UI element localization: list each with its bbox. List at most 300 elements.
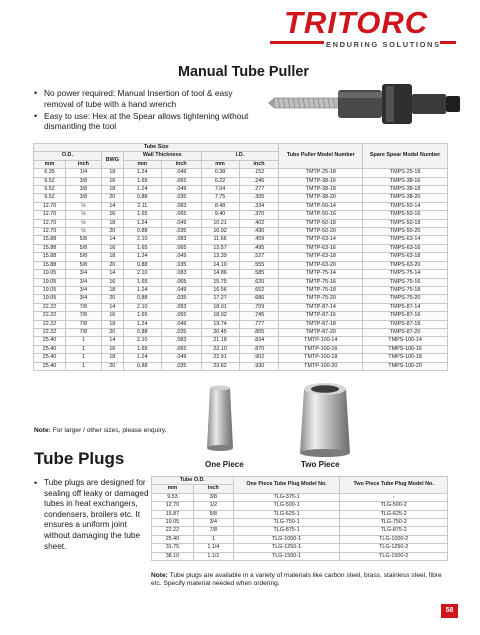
table-cell: ½ [65,219,101,227]
table-row [152,510,448,518]
table-cell: 38.10 [152,552,194,560]
tube-plug-table [151,476,448,561]
one-piece-model-header: One Piece Tube Plug Model No. [233,477,340,494]
unit-mm: mm [201,160,239,168]
table-cell: 9.40 [201,211,239,219]
table-cell: .805 [239,328,279,336]
table-row [34,236,448,244]
table-cell: TMPS-75-18 [363,286,448,294]
table-cell: 3/4 [65,278,101,286]
table-cell: .065 [161,244,201,252]
table-cell: 1.24 [123,286,161,294]
table-cell: TMPS-50-18 [363,219,448,227]
table-cell: 12.57 [201,244,239,252]
table-cell: .065 [161,278,201,286]
table-cell: .745 [239,312,279,320]
table-cell: 25.40 [152,535,194,543]
table-cell: .065 [161,177,201,185]
table-cell: 0.88 [123,295,161,303]
table-cell: .065 [161,211,201,219]
table-cell: 19.05 [34,286,66,294]
table-cell: 3/4 [65,286,101,294]
table-cell: TMPS-38-20 [363,194,448,202]
table-cell: .035 [161,194,201,202]
table-cell: .049 [161,169,201,177]
table-cell: 1.24 [123,253,161,261]
table-cell: .035 [161,295,201,303]
table-cell: 5/8 [65,236,101,244]
table-cell: 1.24 [123,354,161,362]
table-cell: 22.22 [34,320,66,328]
table-cell: 22.10 [201,345,239,353]
table-row [152,527,448,535]
table-cell: 20 [101,228,123,236]
table-cell: 12.70 [34,202,66,210]
table-cell: 19.05 [34,270,66,278]
table-cell: 1.24 [123,219,161,227]
table-cell: 18 [101,169,123,177]
table-cell: TLG-1500-2 [340,552,448,560]
table-cell: 1.65 [123,211,161,219]
table-cell: TMTP-50-14 [279,202,363,210]
od-header: O.D. [34,152,102,160]
table-row [34,362,448,370]
table-cell: 20 [101,328,123,336]
table-row [34,219,448,227]
table-cell: ½ [65,202,101,210]
table-cell: TMPS-63-18 [363,253,448,261]
note-text: For larger / other sizes, please enquiry. [50,427,167,434]
table-cell: .065 [161,345,201,353]
table-row [34,286,448,294]
table-row [34,278,448,286]
table-cell: TMTP-50-20 [279,228,363,236]
table-cell: 7.04 [201,186,239,194]
puller-title: Manual Tube Puller [178,63,309,80]
table-cell: .652 [239,286,279,294]
table-cell: 3/8 [65,194,101,202]
table-cell: 15.88 [34,236,66,244]
table-cell: TMTP-63-18 [279,253,363,261]
table-cell: 3/8 [65,177,101,185]
table-cell: .035 [161,362,201,370]
note-label: Note: [151,572,168,579]
id-header: I.D. [201,152,279,160]
table-cell: .049 [161,320,201,328]
table-cell: .585 [239,270,279,278]
table-cell: .334 [239,202,279,210]
table-cell: .049 [161,354,201,362]
table-cell: 3/4 [65,295,101,303]
table-cell: - [340,493,448,501]
table-cell: 20 [101,261,123,269]
table-cell: 7/8 [65,312,101,320]
table-cell: TMPS-87-16 [363,312,448,320]
table-cell: 14.10 [201,261,239,269]
table-cell: TLG-500-1 [233,502,340,510]
table-cell: 16 [101,312,123,320]
tube-puller-table-body [34,169,448,371]
table-row [152,535,448,543]
table-cell: 2.10 [123,303,161,311]
table-cell: .035 [161,228,201,236]
table-cell: TMTP-38-16 [279,177,363,185]
table-cell: 17.27 [201,295,239,303]
table-cell: 2.10 [123,270,161,278]
table-cell: 3/4 [193,519,233,527]
table-cell: 2.10 [123,236,161,244]
logo-wordmark: TRITORC [284,5,429,40]
table-cell: 5/8 [65,244,101,252]
table-cell: 7/8 [65,320,101,328]
table-cell: 16 [101,345,123,353]
table-cell: 18 [101,320,123,328]
table-cell: .065 [161,312,201,320]
page-number: 58 [441,604,458,618]
table-cell: TMTP-50-16 [279,211,363,219]
table-cell: TMPS-87-18 [363,320,448,328]
table-cell: ½ [65,211,101,219]
two-piece-label: Two Piece [301,460,340,469]
table-row [152,519,448,527]
table-cell: 1 [65,345,101,353]
table-cell: 18 [101,253,123,261]
table-cell: 6.22 [201,177,239,185]
table-cell: 15.75 [201,278,239,286]
table-cell: 1.1/4 [193,544,233,552]
unit-mm: mm [123,160,161,168]
table-cell: TLG-625-2 [340,510,448,518]
table-cell: TMPS-38-16 [363,177,448,185]
table-cell: TMTP-75-16 [279,278,363,286]
table-cell: 1.24 [123,320,161,328]
note-text: Tube plugs are available in a variety of materials like carbon steel, brass, stainless steel, fibre etc. Specify material needed when ordering. [151,572,442,588]
table-cell: 14.86 [201,270,239,278]
table-cell: TMPS-100-20 [363,362,448,370]
table-cell: 18.92 [201,312,239,320]
table-cell: 3/8 [65,186,101,194]
table-cell: .035 [161,328,201,336]
table-cell: TMTP-100-16 [279,345,363,353]
table-cell: TMTP-100-14 [279,337,363,345]
table-cell: TLG-375-1 [233,493,340,501]
tube-puller-table [33,143,448,371]
table-cell: 1.65 [123,244,161,252]
table-cell: 7.75 [201,194,239,202]
tube-plug-table-body [152,493,448,560]
table-cell: 1 [65,354,101,362]
table-cell: 22.22 [152,527,194,535]
table-row [34,202,448,210]
table-cell: 22.22 [34,312,66,320]
spear-model-header: Spare Spear Model Number [363,144,448,169]
table-cell: .777 [239,320,279,328]
table-row [34,345,448,353]
bwg-header: BWG [101,152,123,169]
table-cell: 0.38 [201,169,239,177]
table-cell: 2.11 [123,202,161,210]
table-cell: TMTP-100-20 [279,362,363,370]
table-cell: 12.70 [34,211,66,219]
table-cell: TMPS-87-20 [363,328,448,336]
table-row [34,194,448,202]
table-cell: TLG-750-1 [233,519,340,527]
table-cell: 0.88 [123,328,161,336]
puller-bullets [34,88,264,133]
table-cell: 7/8 [65,303,101,311]
table-row [34,295,448,303]
table-cell: 13.39 [201,253,239,261]
table-cell: 3/4 [65,270,101,278]
table-cell: 9.52 [34,186,66,194]
table-cell: .049 [161,219,201,227]
table-cell: TMTP-50-18 [279,219,363,227]
table-cell: .555 [239,261,279,269]
table-cell: 7/8 [65,328,101,336]
plugs-note [151,572,451,589]
table-row [34,312,448,320]
table-cell: 7/8 [193,527,233,535]
table-cell: 1.24 [123,186,161,194]
table-cell: TMTP-75-18 [279,286,363,294]
two-piece-plug-image [290,379,360,459]
table-cell: 8.48 [201,202,239,210]
table-cell: 16 [101,244,123,252]
table-cell: .152 [239,169,279,177]
plugs-bullets [34,478,152,552]
table-cell: .902 [239,354,279,362]
unit-inch: inch [161,160,201,168]
table-cell: 10.21 [201,219,239,227]
table-cell: 5/8 [65,253,101,261]
unit-mm: mm [152,485,194,493]
table-cell: 1.1/2 [193,552,233,560]
table-cell: .035 [161,261,201,269]
table-row [152,502,448,510]
table-cell: TLG-625-1 [233,510,340,518]
table-row [34,169,448,177]
table-cell: 3/8 [193,493,233,501]
table-cell: .083 [161,337,201,345]
table-cell: 15.87 [152,510,194,518]
table-cell: TLG-875-1 [233,527,340,535]
table-cell: TMTP-63-14 [279,236,363,244]
table-row [34,228,448,236]
table-cell: 6.35 [34,169,66,177]
table-cell: TMPS-75-14 [363,270,448,278]
table-cell: TMTP-87-14 [279,303,363,311]
plugs-title: Tube Plugs [34,449,125,468]
table-cell: TMTP-25-18 [279,169,363,177]
table-cell: 5/8 [65,261,101,269]
table-cell: 1 [65,337,101,345]
table-cell: TLG-750-2 [340,519,448,527]
table-cell: 9.52 [34,194,66,202]
table-cell: 16 [101,278,123,286]
table-cell: TMPS-87-14 [363,303,448,311]
table-cell: 16 [101,177,123,185]
table-row [34,177,448,185]
table-cell: 16.56 [201,286,239,294]
table-cell: .083 [161,303,201,311]
table-row [34,211,448,219]
table-cell: .277 [239,186,279,194]
table-cell: 18 [101,219,123,227]
table-row [34,303,448,311]
table-cell: TMPS-75-16 [363,278,448,286]
table-cell: ½ [65,228,101,236]
table-cell: .680 [239,295,279,303]
logo-underline-left [270,41,324,44]
table-cell: TMPS-63-14 [363,236,448,244]
table-cell: 0.88 [123,228,161,236]
table-row [34,253,448,261]
table-cell: TLG-1500-1 [233,552,340,560]
table-cell: 2.10 [123,337,161,345]
table-cell: 14 [101,337,123,345]
table-cell: .495 [239,244,279,252]
wall-thickness-header: Wall Thickness [123,152,201,160]
table-cell: 18 [101,186,123,194]
table-cell: TMPS-100-16 [363,345,448,353]
table-cell: TMTP-38-18 [279,186,363,194]
table-cell: .083 [161,270,201,278]
table-cell: 19.05 [34,295,66,303]
table-row [34,320,448,328]
table-cell: 25.40 [34,337,66,345]
table-cell: .305 [239,194,279,202]
table-cell: TLG-875-2 [340,527,448,535]
table-cell: .245 [239,177,279,185]
table-cell: TMTP-100-18 [279,354,363,362]
table-cell: .834 [239,337,279,345]
table-cell: TLG-500-2 [340,502,448,510]
tube-puller-image [268,76,468,136]
table-cell: TMTP-87-20 [279,328,363,336]
table-cell: 15.88 [34,253,66,261]
table-cell: TMPS-50-14 [363,202,448,210]
table-row [152,552,448,560]
unit-inch: inch [193,485,233,493]
table-cell: .370 [239,211,279,219]
puller-model-header: Tube Puller Model Number [279,144,363,169]
table-cell: TLG-1250-1 [233,544,340,552]
table-cell: TLG-1000-2 [340,535,448,543]
tube-size-header: Tube Size [34,144,279,152]
table-cell: 12.70 [152,502,194,510]
table-cell: 12.70 [34,228,66,236]
table-cell: 1.65 [123,312,161,320]
tube-od-header: Tube O.D. [152,477,234,485]
table-cell: 1/4 [65,169,101,177]
unit-mm: mm [34,160,66,168]
plugs-bullet: • Tube plugs are designed for sealing off leaky or damaged tubes in heat exchangers, condensers, broilers etc. It ensures a uniform joint without damaging the tube sheet. [34,478,152,552]
table-cell: 9.52 [34,177,66,185]
table-cell: TMPS-25-18 [363,169,448,177]
table-cell: TMPS-50-20 [363,228,448,236]
table-cell: TMPS-100-14 [363,337,448,345]
table-cell: .709 [239,303,279,311]
table-cell: 1 [193,535,233,543]
table-cell: TMPS-75-20 [363,295,448,303]
table-row [152,493,448,501]
table-cell: .083 [161,202,201,210]
table-cell: 14 [101,270,123,278]
table-cell: 9.53 [152,493,194,501]
table-cell: 1.65 [123,345,161,353]
table-cell: 1.65 [123,278,161,286]
one-piece-plug-image [190,382,250,454]
table-cell: 14 [101,303,123,311]
table-cell: 19.74 [201,320,239,328]
table-cell: 0.88 [123,362,161,370]
tritorc-logo [270,6,460,50]
table-cell: 22.91 [201,354,239,362]
table-cell: TMPS-63-16 [363,244,448,252]
table-row [34,186,448,194]
table-cell: 22.22 [34,303,66,311]
table-cell: 12.70 [34,219,66,227]
table-cell: 20 [101,362,123,370]
table-cell: 16 [101,211,123,219]
table-cell: 20 [101,194,123,202]
puller-note [34,427,167,434]
table-cell: TMTP-38-20 [279,194,363,202]
table-cell: 14 [101,202,123,210]
table-cell: TMTP-75-14 [279,270,363,278]
table-cell: 19.05 [152,519,194,527]
table-row [34,354,448,362]
puller-bullet: • No power required: Manual Insertion of tool & easy removal of tube with a hand wrench [34,88,264,110]
table-cell: TMPS-63-20 [363,261,448,269]
table-cell: 23.62 [201,362,239,370]
table-cell: 1/2 [193,502,233,510]
table-row [34,328,448,336]
table-cell: TMPS-38-18 [363,186,448,194]
two-piece-model-header: Two Piece Tube Plug Model No. [340,477,448,494]
table-cell: TMPS-50-16 [363,211,448,219]
table-cell: .620 [239,278,279,286]
table-cell: TMTP-63-16 [279,244,363,252]
table-cell: 25.40 [34,345,66,353]
one-piece-label: One Piece [205,460,244,469]
table-cell: 22.22 [34,328,66,336]
table-cell: 10.92 [201,228,239,236]
table-cell: 20.45 [201,328,239,336]
table-cell: 25.40 [34,362,66,370]
table-cell: 0.88 [123,194,161,202]
table-cell: 14 [101,236,123,244]
table-cell: 5/8 [193,510,233,518]
table-cell: .049 [161,286,201,294]
table-cell: 11.66 [201,236,239,244]
table-cell: 1.24 [123,169,161,177]
table-cell: TLG-1000-1 [233,535,340,543]
table-row [152,544,448,552]
note-label: Note: [34,427,51,434]
table-cell: 1 [65,362,101,370]
table-row [34,337,448,345]
table-cell: 18 [101,286,123,294]
table-cell: 21.18 [201,337,239,345]
table-cell: .402 [239,219,279,227]
table-cell: TMPS-100-18 [363,354,448,362]
table-cell: TMTP-87-18 [279,320,363,328]
unit-inch: inch [239,160,279,168]
table-cell: .459 [239,236,279,244]
table-cell: .527 [239,253,279,261]
table-cell: .049 [161,186,201,194]
